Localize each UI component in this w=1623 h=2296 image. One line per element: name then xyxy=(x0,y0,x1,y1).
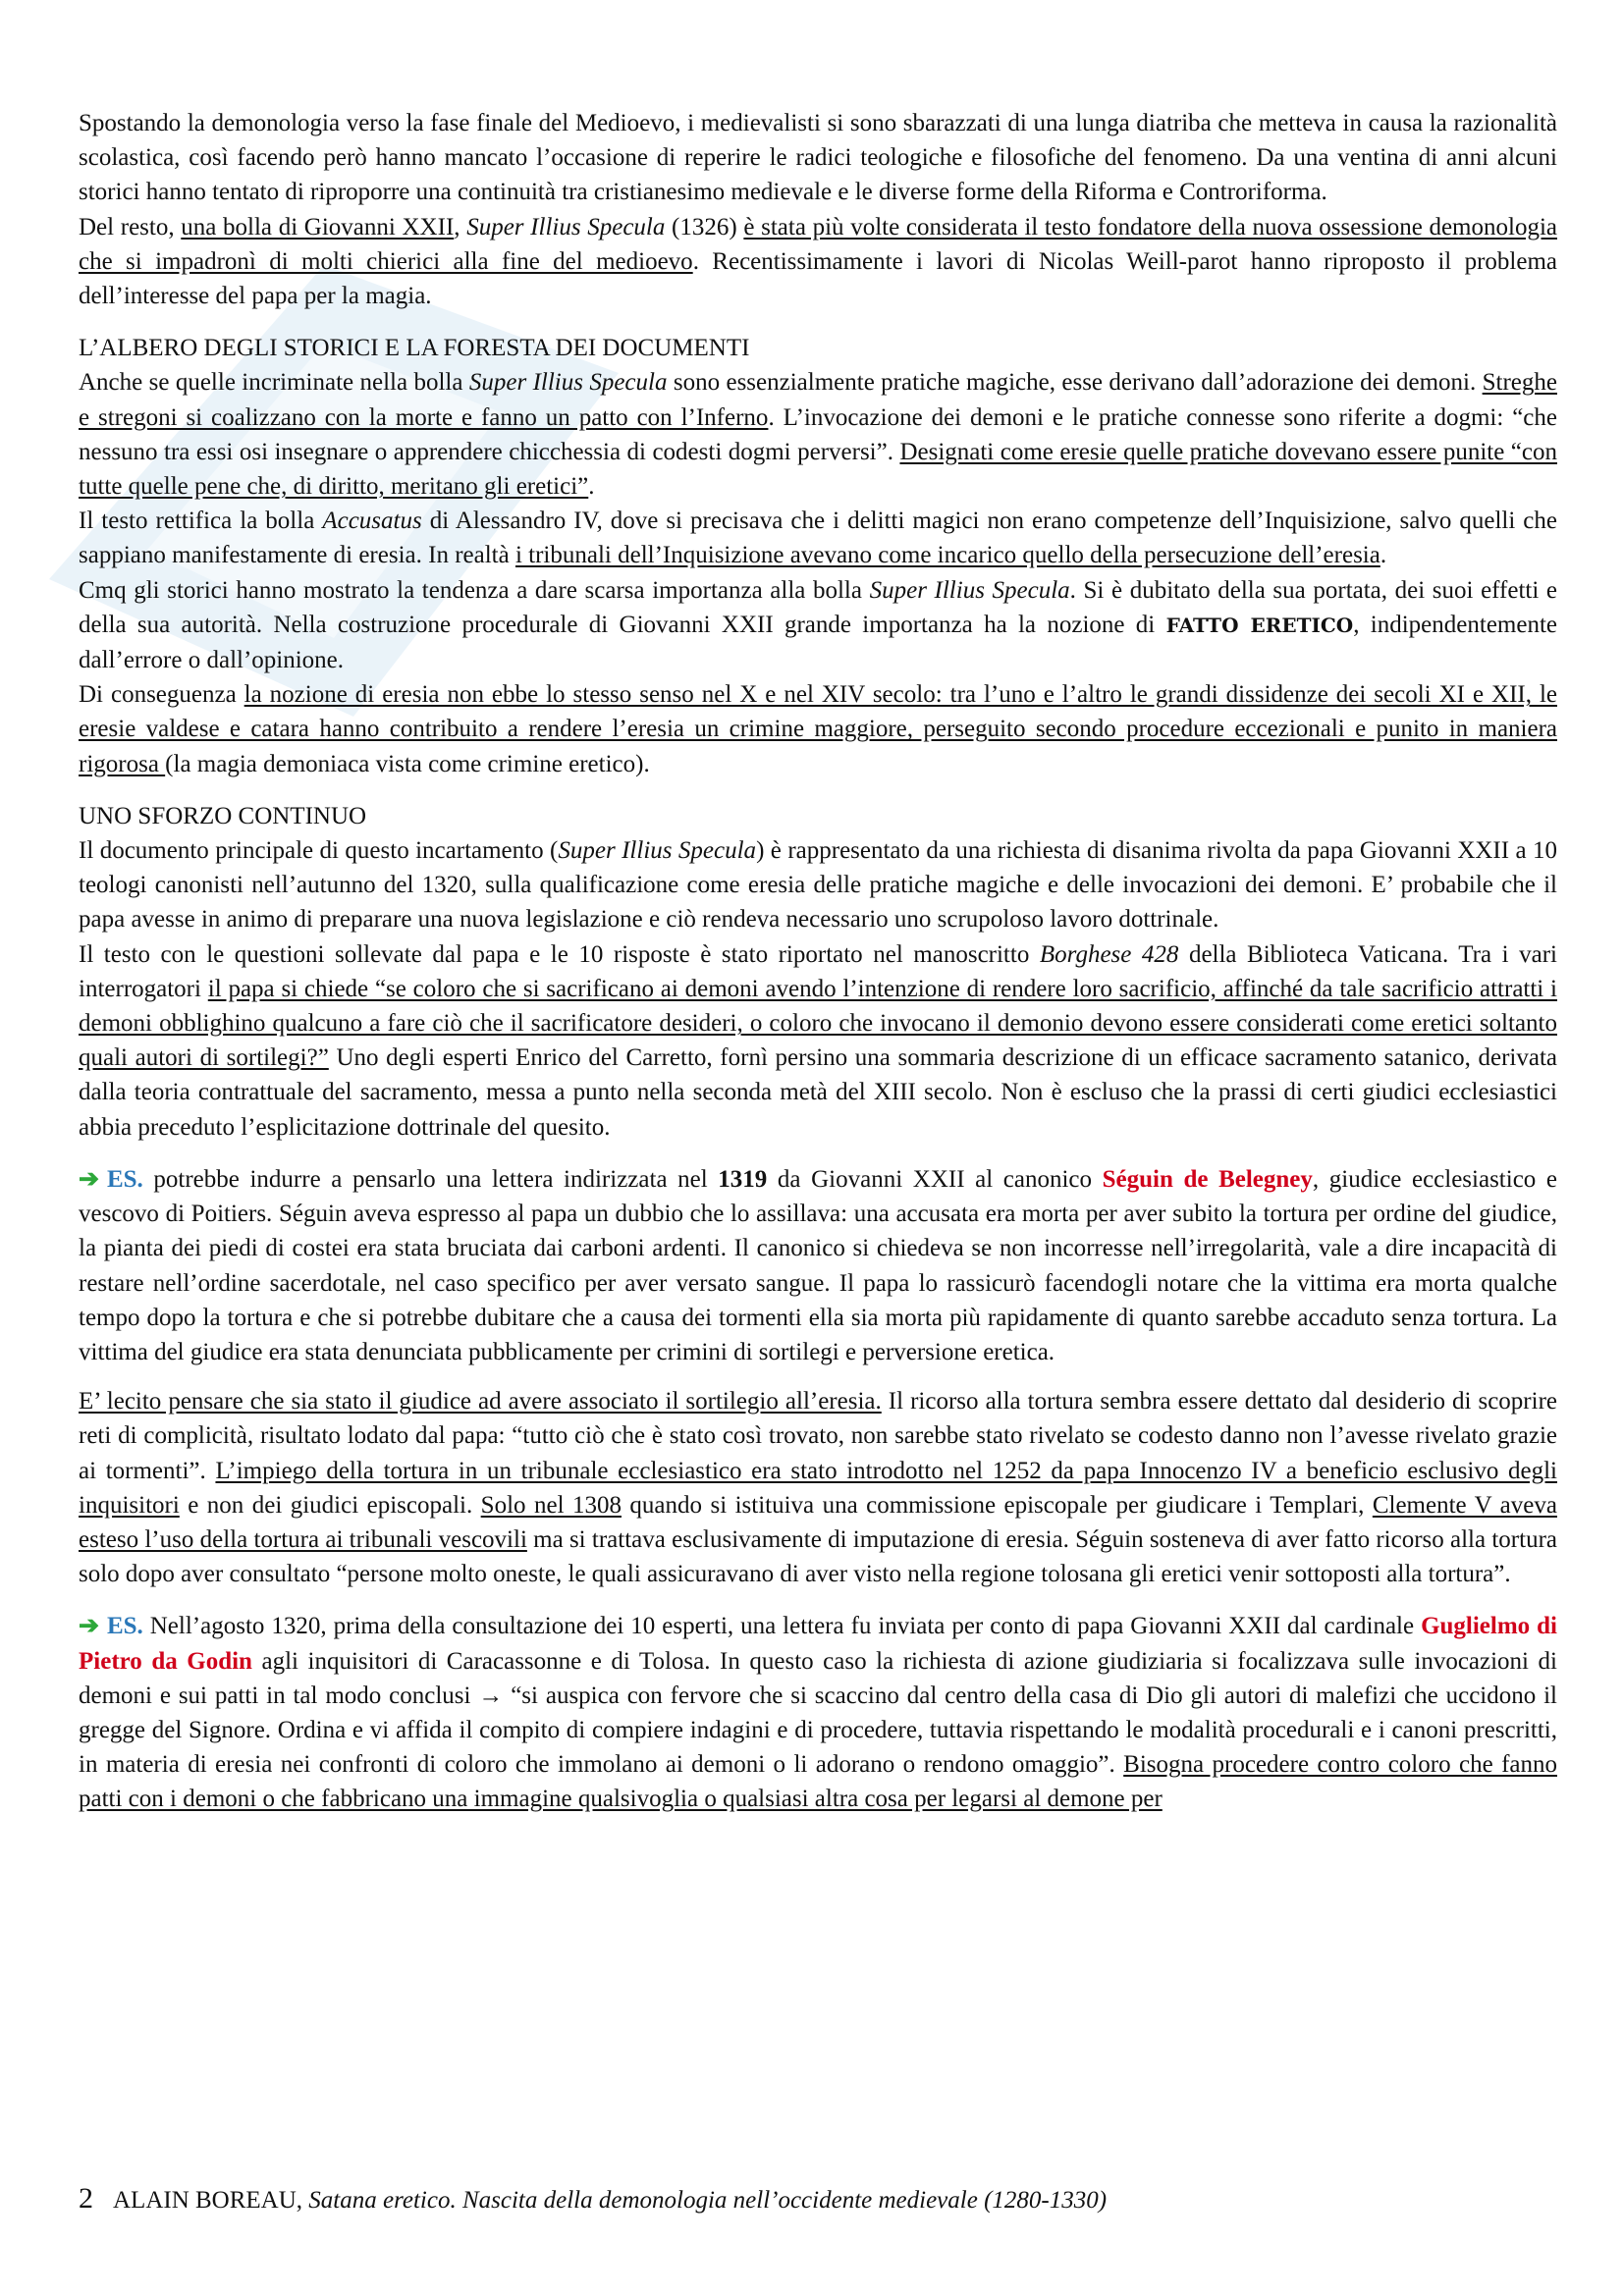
section-heading-sforzo: UNO SFORZO CONTINUO xyxy=(79,802,367,829)
paragraph-tortura: E’ lecito pensare che sia stato il giudice ad avere associato il sortilegio all’eresia. Il ricorso alla tortura sembra essere dettato dal desiderio di scoprire reti di complicità, risultato lodato dal papa: “tutto ciò che è stato così trovato, non sarebbe stato rivelato se codesto danno non l’avesse rivelato grazie ai tormenti”. L’impiego della tortura in un tribunale ecclesiastico era stato introdotto nel 1252 da papa Innocenzo IV a beneficio esclusivo degli inquisitori e non dei giudici episcopali. Solo nel 1308 quando si istituiva una commissione episcopale per giudicare i Templari, Clemente V aveva esteso l’uso della tortura ai tribunali vescovili ma si trattava esclusivamente di imputazione di eresia. Séguin sosteneva di aver fatto ricorso alla tortura solo dopo aver consultato “persone molto oneste, le quali assicuravano di aver visto nella regione tolosana gli eretici venir sottoposti alla tortura”. xyxy=(79,1388,1558,1588)
underlined-text: Solo nel 1308 xyxy=(480,1491,622,1519)
underlined-text: una bolla di Giovanni XXII xyxy=(181,213,455,240)
underlined-text: è stata più volte considerata il testo fondatore della nuova ossessione demonologia che si impadronì di molti chierici alla fine del medioevo xyxy=(79,213,1557,275)
person-name: Guglielmo di Pietro da Godin xyxy=(79,1613,1557,1675)
document-body xyxy=(79,106,1557,1817)
footer-book-title: Satana eretico. Nascita della demonologia nell’occidente medievale (1280-1330) xyxy=(308,2187,1108,2214)
underlined-text: la nozione di eresia non ebbe lo stesso senso nel X e nel XIV secolo: tra l’uno e l’altro le grandi dissidenze dei secoli XI e XII, le eresie valdese e catara hanno contribuito a rendere l’eresia un crimine maggiore, perseguito secondo procedure eccezionali e punito in maniera rigorosa xyxy=(79,681,1557,777)
paragraph-example-seguin: ➔ ES. potrebbe indurre a pensarlo una lettera indirizzata nel 1319 da Giovanni XXII al canonico Séguin de Belegney, giudice ecclesiastico e vescovo di Poitiers. Séguin aveva espresso al papa un dubbio che lo assillava: una accusata era morta per aver subito la tortura per ordine del giudice, la pianta dei piedi di costei era stata bruciata dai carboni ardenti. Il canonico si chiedeva se non incorresse nell’irregolarità, vale a dire incapacità di restare nell’ordine sacerdotale, nel caso specifico per aver versato sangue. Il papa lo rassicurò facendogli notare che la vittima era morta qualche tempo dopo la tortura e che si potrebbe dubitare che a causa dei tormenti ella sia morta più rapidamente di quanto sarebbe accaduto senza tortura. La vittima del giudice era stata denunciata pubblicamente per crimini di sortilegi e perversione eretica. xyxy=(79,1165,1557,1365)
underlined-text: E’ lecito pensare che sia stato il giudice ad avere associato il sortilegio all’eresia. xyxy=(79,1388,882,1415)
paragraph-manoscritto: Il testo con le questioni sollevate dal papa e le 10 risposte è stato riportato nel manoscritto Borghese 428 della Biblioteca Vaticana. Tra i vari interrogatori il papa si chiede “se coloro che si sacrificano ai demoni avendo l’intenzione di rendere loro sacrificio, affinché da tale sacrificio attratti i demoni obblighino qualcuno a fare ciò che il sacrificatore desideri, o coloro che invocano il demonio devono essere considerati come eretici soltanto quali autori di sortilegi?” Uno degli esperti Enrico del Carretto, fornì persino una sommaria descrizione di un efficace sacramento satanico, derivata dalla teoria contrattuale del sacramento, messa a punto nella seconda metà del XIII secolo. Non è escluso che la prassi di certi giudici ecclesiastici abbia preceduto l’esplicitazione dottrinale del quesito. xyxy=(79,940,1558,1141)
work-title: Super Illius Specula xyxy=(869,576,1070,604)
right-arrow-icon: ➔ xyxy=(79,1613,99,1640)
paragraph-bolla: Del resto, una bolla di Giovanni XXII, Super Illius Specula (1326) è stata più volte considerata il testo fondatore della nuova ossessione demonologia che si impadronì di molti chierici alla fine del medioevo. Recentissimamente i lavori di Nicolas Weill-parot hanno riproposto il problema dell’interesse del papa per la magia. xyxy=(79,213,1557,310)
example-label: ES. xyxy=(106,1613,143,1640)
paragraph-pratiche: Anche se quelle incriminate nella bolla Super Illius Specula sono essenzialmente pratiche magiche, esse derivano dall’adorazione dei demoni. Streghe e stregoni si coalizzano con la morte e fanno un patto con l’Inferno. L’invocazione dei demoni e le pratiche connesse sono riferite a dogmi: “che nessuno tra essi osi insegnare o apprendere chicchessia di codesti dogmi perversi”. Designati come eresie quelle pratiche dovevano essere punite “con tutte quelle pene che, di diritto, meritano gli eretici”. xyxy=(79,369,1557,501)
underlined-text: Clemente V aveva esteso l’uso della tortura ai tribunali vescovili xyxy=(79,1491,1557,1553)
example-label: ES. xyxy=(106,1165,143,1193)
paragraph-documento: Il documento principale di questo incartamento (Super Illius Specula) è rappresentato da una richiesta di disanima rivolta da papa Giovanni XXII a 10 teologi canonisti nell’autunno del 1320, sulla qualificazione come eresia delle pratiche magiche e delle invocazioni dei demoni. E’ probabile che il papa avesse in animo di preparare una nuova legislazione e ciò rendeva necessario uno scrupoloso lavoro dottrinale. xyxy=(79,837,1558,934)
work-title: Borghese 428 xyxy=(1039,940,1179,968)
paragraph-storici: Cmq gli storici hanno mostrato la tendenza a dare scarsa importanza alla bolla Super Illius Specula. Si è dubitato della sua portata, dei suoi effetti e della sua autorità. Nella costruzione procedurale di Giovanni XXII grande importanza ha la nozione di FATTO ERETICO, indipendentemente dall’errore o dall’opinione. xyxy=(79,576,1557,674)
underlined-text: il papa si chiede “se coloro che si sacrificano ai demoni avendo l’intenzione di rendere loro sacrificio, affinché da tale sacrificio attratti i demoni obblighino qualcuno a fare ciò che il sacrificatore desideri, o coloro che invocano il demonio devono essere considerati come eretici soltanto quali autori di sortilegi?” xyxy=(79,975,1558,1072)
key-term: FATTO ERETICO xyxy=(1165,613,1354,637)
paragraph-conseguenza: Di conseguenza la nozione di eresia non ebbe lo stesso senso nel X e nel XIV secolo: tra l’uno e l’altro le grandi dissidenze dei secoli XI e XII, le eresie valdese e catara hanno contribuito a rendere l’eresia un crimine maggiore, perseguito secondo procedure eccezionali e punito in maniera rigorosa (la magia demoniaca vista come crimine eretico). xyxy=(79,681,1557,777)
underlined-text: Streghe e stregoni si coalizzano con la morte e fanno un patto con l’Inferno xyxy=(79,369,1557,431)
work-title: Accusatus xyxy=(322,507,422,535)
page-footer xyxy=(79,2181,1557,2218)
page-number: 2 xyxy=(79,2182,93,2215)
footer-author: ALAIN BOREAU, xyxy=(113,2187,309,2214)
paragraph-accusatus: Il testo rettifica la bolla Accusatus di Alessandro IV, dove si precisava che i delitti magici non erano competenze dell’Inquisizione, salvo quelli che sappiano manifestamente di eresia. In realtà i tribunali dell’Inquisizione avevano come incarico quello della persecuzione dell’eresia. xyxy=(79,507,1557,569)
person-name: Séguin de Belegney xyxy=(1102,1165,1313,1193)
paragraph-example-godin: ➔ ES. Nell’agosto 1320, prima della consultazione dei 10 esperti, una lettera fu inviata per conto di papa Giovanni XXII dal cardinale Guglielmo di Pietro da Godin agli inquisitori di Caracassonne e di Tolosa. In questo caso la richiesta di azione giudiziaria si focalizzava sulle invocazioni di demoni e sui patti in tal modo conclusi → “si auspica con fervore che si scaccino dal centro della casa di Dio gli autori di malefizi che uccidono il gregge del Signore. Ordina e vi affida il compito di compiere indagini e di procedere, tuttavia rispettando le modalità procedurali e i canoni prescritti, in materia di eresia nei confronti di coloro che immolano ai demoni o li adorano o rendono omaggio”. Bisogna procedere contro coloro che fanno patti con i demoni o che fabbricano una immagine qualsivoglia o qualsiasi altra cosa per legarsi al demone per xyxy=(79,1613,1557,1813)
work-title: Super Illius Specula xyxy=(466,213,666,240)
year: 1319 xyxy=(718,1165,768,1193)
paragraph-intro: Spostando la demonologia verso la fase finale del Medioevo, i medievalisti si sono sbarazzati di una lunga diatriba che metteva in causa la razionalità scolastica, così facendo però hanno mancato l’occasione di reperire le radici teologiche e filosofiche del fenomeno. Da una ventina di anni alcuni storici hanno tentato di riproporre una continuità tra cristianesimo medievale e le diverse forme della Riforma e Controriforma. xyxy=(79,110,1557,206)
work-title: Super Illius Specula xyxy=(468,369,668,397)
underlined-text: Designati come eresie quelle pratiche dovevano essere punite “con tutte quelle pene che, di diritto, meritano gli eretici” xyxy=(79,438,1557,501)
underlined-text: L’impiego della tortura in un tribunale ecclesiastico era stato introdotto nel 1252 da papa Innocenzo IV a beneficio esclusivo degli inquisitori xyxy=(79,1457,1557,1519)
underlined-text: Bisogna procedere contro coloro che fanno patti con i demoni o che fabbricano una immagine qualsivoglia o qualsiasi altra cosa per legarsi al demone per xyxy=(79,1751,1557,1813)
section-heading-albero: L’ALBERO DEGLI STORICI E LA FORESTA DEI DOCUMENTI xyxy=(79,335,750,362)
right-arrow-icon: ➔ xyxy=(79,1165,99,1193)
underlined-text: i tribunali dell’Inquisizione avevano come incarico quello della persecuzione dell’eresia xyxy=(514,542,1380,569)
work-title: Super Illius Specula xyxy=(558,837,757,865)
